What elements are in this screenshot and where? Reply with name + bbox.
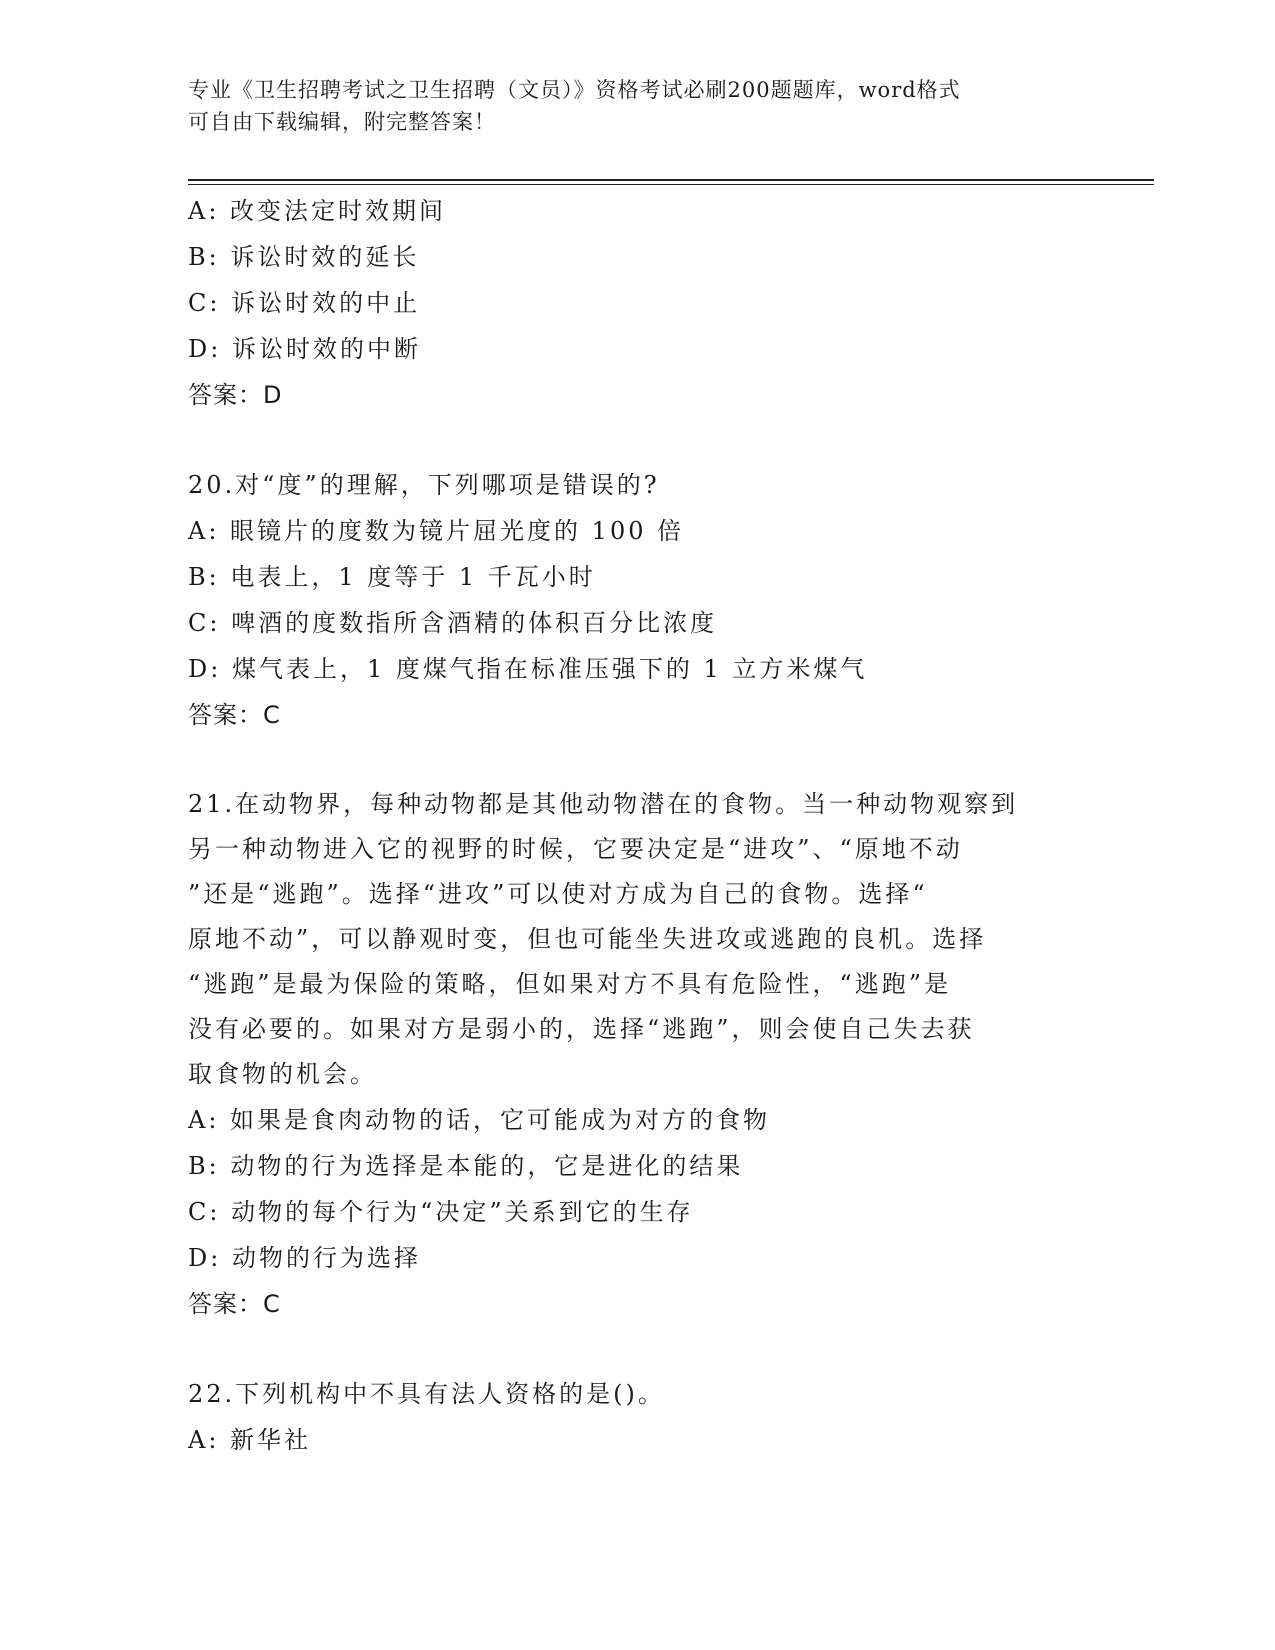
- question-21: [188, 782, 1088, 1327]
- document-header: [188, 74, 1068, 138]
- question-22: [188, 1371, 1088, 1463]
- option-c: C: 啤酒的度数指所含酒精的体积百分比浓度: [188, 609, 718, 637]
- question-stem-line: 取食物的机会。: [188, 1060, 377, 1088]
- spacer: [188, 738, 1088, 782]
- question-stem-line: 没有必要的。如果对方是弱小的，选择“逃跑”，则会使自己失去获: [188, 1015, 975, 1043]
- option-c: C: 动物的每个行为“决定”关系到它的生存: [188, 1198, 694, 1226]
- header-line-1: 专业《卫生招聘考试之卫生招聘（文员）》资格考试必刷200题题库，word格式: [188, 78, 961, 102]
- question-stem-line: “逃跑”是最为保险的策略，但如果对方不具有危险性，“逃跑”是: [188, 970, 952, 998]
- header-line-2: 可自由下载编辑，附完整答案！: [188, 110, 496, 134]
- question-stem-line: 21.在动物界，每种动物都是其他动物潜在的食物。当一种动物观察到: [188, 790, 1019, 818]
- option-b: B: 电表上，1 度等于 1 千瓦小时: [188, 563, 596, 591]
- option-c: C: 诉讼时效的中止: [188, 289, 421, 317]
- option-a: A: 眼镜片的度数为镜片屈光度的 100 倍: [188, 517, 685, 545]
- question-19: [188, 188, 1088, 418]
- answer-line: 答案：C: [188, 701, 281, 729]
- header-divider-thick: [188, 179, 1154, 181]
- header-divider-thin: [188, 184, 1154, 185]
- question-20: [188, 462, 1088, 738]
- option-d: D: 动物的行为选择: [188, 1244, 421, 1272]
- question-stem: 22.下列机构中不具有法人资格的是()。: [188, 1380, 665, 1408]
- question-stem: 20.对“度”的理解，下列哪项是错误的?: [188, 471, 660, 499]
- option-a: A: 改变法定时效期间: [188, 197, 447, 225]
- spacer: [188, 418, 1088, 462]
- option-a: A: 如果是食肉动物的话，它可能成为对方的食物: [188, 1106, 771, 1134]
- answer-line: 答案：C: [188, 1290, 281, 1318]
- spacer: [188, 1327, 1088, 1371]
- answer-line: 答案：D: [188, 381, 283, 409]
- question-stem-line: ”还是“逃跑”。选择“进攻”可以使对方成为自己的食物。选择“: [188, 880, 928, 908]
- option-d: D: 诉讼时效的中断: [188, 335, 421, 363]
- option-d: D: 煤气表上，1 度煤气指在标准压强下的 1 立方米煤气: [188, 655, 868, 683]
- question-list: [188, 188, 1088, 1463]
- option-b: B: 诉讼时效的延长: [188, 243, 420, 271]
- question-stem-line: 另一种动物进入它的视野的时候，它要决定是“进攻”、“原地不动: [188, 835, 963, 863]
- option-b: B: 动物的行为选择是本能的，它是进化的结果: [188, 1152, 744, 1180]
- question-stem-line: 原地不动”，可以静观时变，但也可能坐失进攻或逃跑的良机。选择: [188, 925, 987, 953]
- option-a: A: 新华社: [188, 1426, 312, 1454]
